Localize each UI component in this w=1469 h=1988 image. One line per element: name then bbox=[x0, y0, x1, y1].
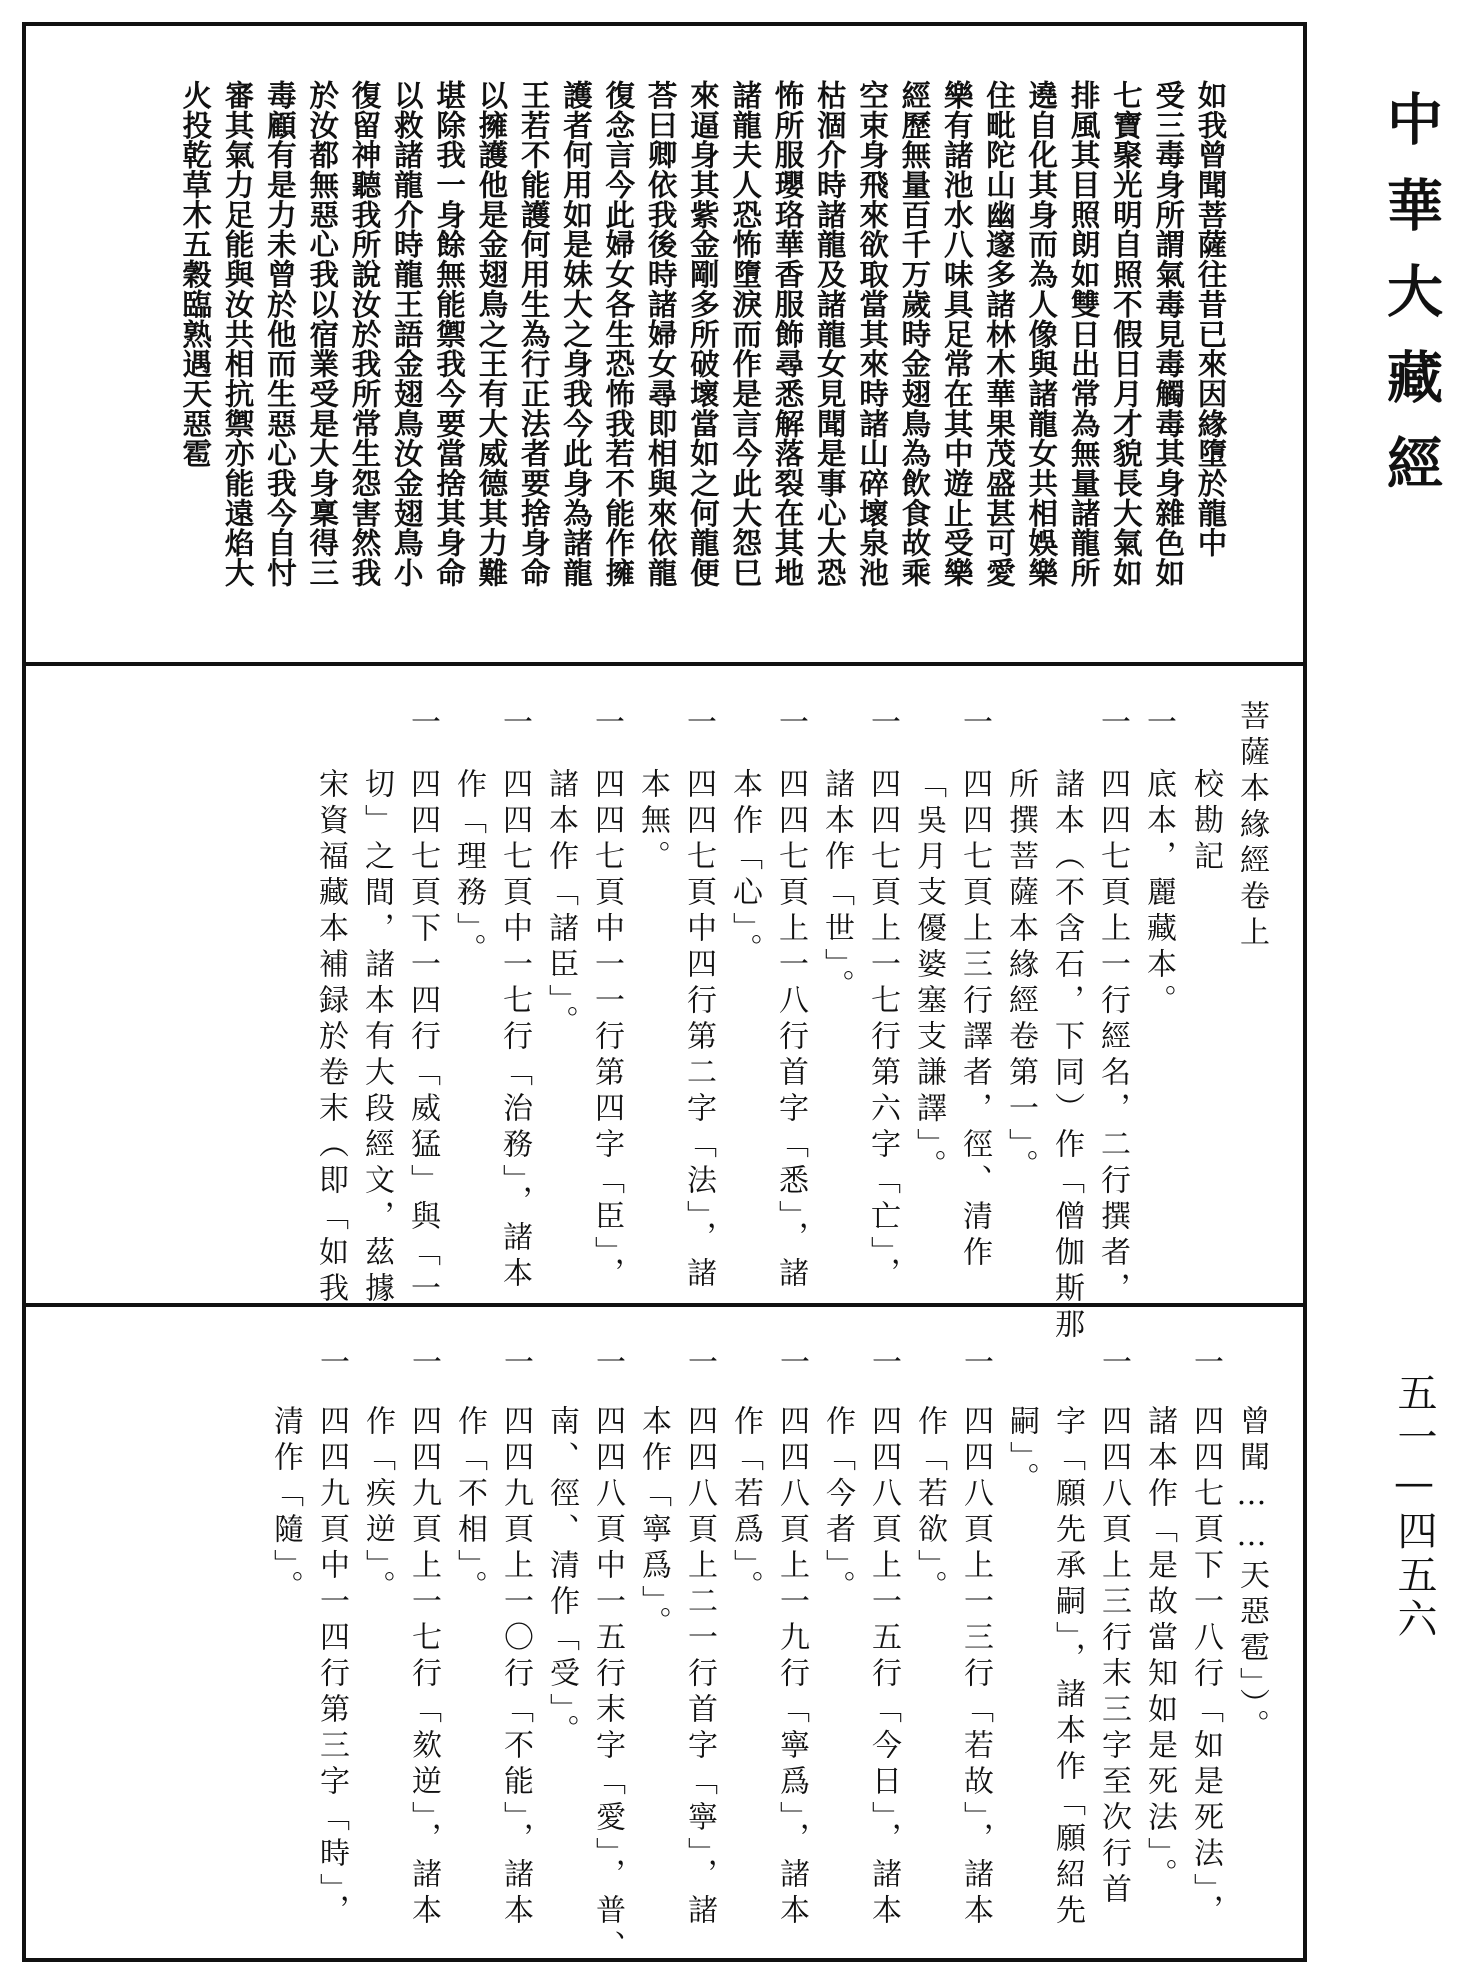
note-entry-continuation: 諸本（不含石，下同）作「僧伽斯那 bbox=[1049, 768, 1084, 1344]
notes-heading: 菩薩本緣經卷上 bbox=[1234, 700, 1269, 952]
sutra-column: 七寶聚光明自照不假日月才貌長大氣如 bbox=[1108, 80, 1144, 588]
sutra-column: 諸龍夫人恐怖墮淚而作是言今此大怨巳 bbox=[728, 80, 764, 588]
sutra-column: 王若不能護何用生為行正法者要捨身命 bbox=[516, 80, 552, 588]
sutra-column: 遶自化其身而為人像與諸龍女共相娛樂 bbox=[1024, 80, 1060, 588]
page-number: 五一—四五六 bbox=[1391, 1372, 1437, 1642]
note-entry-continuation: 作「疾逆」。 bbox=[360, 1405, 395, 1606]
note-entry: 四四七頁上一七行第六字「亡」， bbox=[865, 768, 900, 1293]
note-entry-continuation: 清作「隨」。 bbox=[268, 1405, 303, 1606]
note-entry-continuation: 諸本作「世」。 bbox=[819, 768, 854, 1005]
note-entry: 四四八頁上一三行「若故」，諸本 bbox=[958, 1405, 993, 1930]
note-entry-continuation: 「吳月支優婆塞支謙譯」。 bbox=[911, 768, 946, 1185]
note-entry: 四四八頁上一五行「今日」，諸本 bbox=[866, 1405, 901, 1930]
sutra-column: 荅曰卿依我後時諸婦女尋即相與來依龍 bbox=[643, 80, 679, 588]
note-entry-continuation: 作「若爲」。 bbox=[728, 1405, 763, 1606]
note-entry: 四四七頁上三行譯者，徑、清作 bbox=[957, 768, 992, 1272]
sutra-column: 怖所服瓔珞華香服飾尋悉解落裂在其地 bbox=[770, 80, 806, 588]
sutra-column: 於汝都無惡心我以宿業受是大身稟得三 bbox=[305, 80, 341, 588]
sutra-column: 復留神聽我所說汝於我所常生怨害然我 bbox=[347, 80, 383, 588]
entry-marker: 一 bbox=[1141, 706, 1176, 742]
entry-marker: 一 bbox=[405, 706, 440, 742]
note-entry: 四四七頁上一八行首字「悉」，諸 bbox=[773, 768, 808, 1293]
note-entry-continuation: 曾聞……天惡雹」）。 bbox=[1234, 1405, 1269, 1745]
entry-marker: 一 bbox=[314, 1346, 349, 1382]
note-entry: 四四七頁下一四行「威猛」與「一 bbox=[405, 768, 440, 1308]
sutra-column: 火投乾草木五穀臨熟遇天惡雹 bbox=[178, 80, 214, 469]
sutra-column: 經歷無量百千万歲時金翅鳥為飲食故乘 bbox=[897, 80, 933, 588]
entry-marker: 一 bbox=[498, 1346, 533, 1382]
note-entry-continuation: 切」之間，諸本有大段經文，茲據 bbox=[359, 768, 394, 1308]
entry-marker: 一 bbox=[682, 1346, 717, 1382]
entry-marker: 一 bbox=[590, 1346, 625, 1382]
entry-marker: 一 bbox=[958, 1346, 993, 1382]
entry-marker: 一 bbox=[773, 706, 808, 742]
note-entry-continuation: 本無。 bbox=[635, 768, 670, 876]
sutra-column: 以救諸龍介時龍王語金翅鳥汝金翅鳥小 bbox=[389, 80, 425, 588]
note-entry-continuation: 宋資福藏本補録於卷末（即「如我 bbox=[313, 768, 348, 1308]
note-entry: 四四七頁上一行經名，二行撰者， bbox=[1095, 768, 1130, 1308]
entry-marker: 一 bbox=[1096, 1346, 1131, 1382]
note-entry-continuation: 嗣」。 bbox=[1004, 1405, 1039, 1498]
entry-marker: 一 bbox=[681, 706, 716, 742]
note-entry: 四四八頁中一五行末字「愛」，普、 bbox=[590, 1405, 625, 1966]
note-entry: 四四七頁下一八行「如是死法」， bbox=[1188, 1405, 1223, 1930]
note-entry: 四四九頁中一四行第三字「時」， bbox=[314, 1405, 349, 1930]
collection-title: 中華大藏經 bbox=[1378, 90, 1443, 520]
note-entry-continuation: 諸本作「諸臣」。 bbox=[543, 768, 578, 1041]
sutra-column: 排風其目照朗如雙日出常為無量諸龍所 bbox=[1066, 80, 1102, 588]
note-entry: 四四八頁上一九行「寧爲」，諸本 bbox=[774, 1405, 809, 1930]
note-entry: 四四九頁上一七行「欬逆」，諸本 bbox=[406, 1405, 441, 1930]
entry-marker: 一 bbox=[406, 1346, 441, 1382]
note-entry: 四四八頁上二一行首字「寧」，諸 bbox=[682, 1405, 717, 1930]
note-entry-continuation: 本作「寧爲」。 bbox=[636, 1405, 671, 1642]
sutra-column: 護者何用如是妹大之身我今此身為諸龍 bbox=[559, 80, 594, 588]
entry-marker: 一 bbox=[497, 706, 532, 742]
note-entry: 四四七頁中四行第二字「法」，諸 bbox=[681, 768, 716, 1293]
sutra-column: 復念言今此婦女各生恐怖我若不能作擁 bbox=[601, 80, 637, 588]
note-entry-continuation: 南、徑、清作「受」。 bbox=[544, 1405, 579, 1750]
note-entry: 四四八頁上三行末三字至次行首 bbox=[1096, 1405, 1131, 1909]
entry-marker: 一 bbox=[589, 706, 624, 742]
note-entry-continuation: 字「願先承嗣」，諸本作「願紹先 bbox=[1050, 1405, 1085, 1930]
note-entry: 四四七頁中一一行第四字「臣」， bbox=[589, 768, 624, 1293]
note-entry-continuation: 諸本作「是故當知如是死法」。 bbox=[1142, 1405, 1177, 1894]
entry-marker: 一 bbox=[866, 1346, 901, 1382]
sutra-column: 受三毒身所謂氣毒見毒觸毒其身雜色如 bbox=[1151, 80, 1187, 588]
note-entry-continuation: 所撰菩薩本緣經卷第一」。 bbox=[1003, 768, 1038, 1185]
note-entry: 底本，麗藏本。 bbox=[1141, 768, 1176, 1020]
entry-marker: 一 bbox=[865, 706, 900, 742]
entry-marker: 一 bbox=[1188, 1346, 1223, 1382]
sutra-column: 住毗陀山幽邃多諸林木華果茂盛甚可愛 bbox=[982, 80, 1017, 588]
note-entry-continuation: 作「不相」。 bbox=[452, 1405, 487, 1606]
note-entry: 四四七頁中一七行「治務」，諸本 bbox=[497, 768, 532, 1293]
section-divider bbox=[22, 662, 1307, 666]
notes-subheading: 校勘記 bbox=[1188, 768, 1223, 876]
sutra-column: 審其氣力足能與汝共相抗禦亦能遠焰大 bbox=[220, 80, 256, 588]
entry-marker: 一 bbox=[1095, 706, 1130, 742]
sutra-column: 樂有諸池水八味具足常在其中遊止受樂 bbox=[939, 80, 975, 588]
sutra-column: 空束身飛來欲取當其來時諸山碎壞泉池 bbox=[855, 80, 891, 588]
sutra-column: 堪除我一身餘無能禦我今要當捨其身命 bbox=[432, 80, 468, 588]
sutra-column: 以擁護他是金翅鳥之王有大威德其力難 bbox=[474, 80, 510, 588]
sutra-column: 來逼身其紫金剛多所破壞當如之何龍便 bbox=[685, 80, 721, 588]
note-entry-continuation: 作「若欲」。 bbox=[912, 1405, 947, 1606]
sutra-column: 枯涸介時諸龍及諸龍女見聞是事心大恐 bbox=[812, 80, 848, 588]
sutra-column: 毒顧有是力未曾於他而生惡心我今自忖 bbox=[262, 80, 298, 588]
sutra-column: 如我曾聞菩薩往昔已來因緣墮於龍中 bbox=[1193, 80, 1229, 558]
note-entry-continuation: 作「今者」。 bbox=[820, 1405, 855, 1606]
entry-marker: 一 bbox=[957, 706, 992, 742]
note-entry: 四四九頁上一〇行「不能」，諸本 bbox=[498, 1405, 533, 1930]
entry-marker: 一 bbox=[774, 1346, 809, 1382]
note-entry-continuation: 作「理務」。 bbox=[451, 768, 486, 969]
note-entry-continuation: 本作「心」。 bbox=[727, 768, 762, 969]
